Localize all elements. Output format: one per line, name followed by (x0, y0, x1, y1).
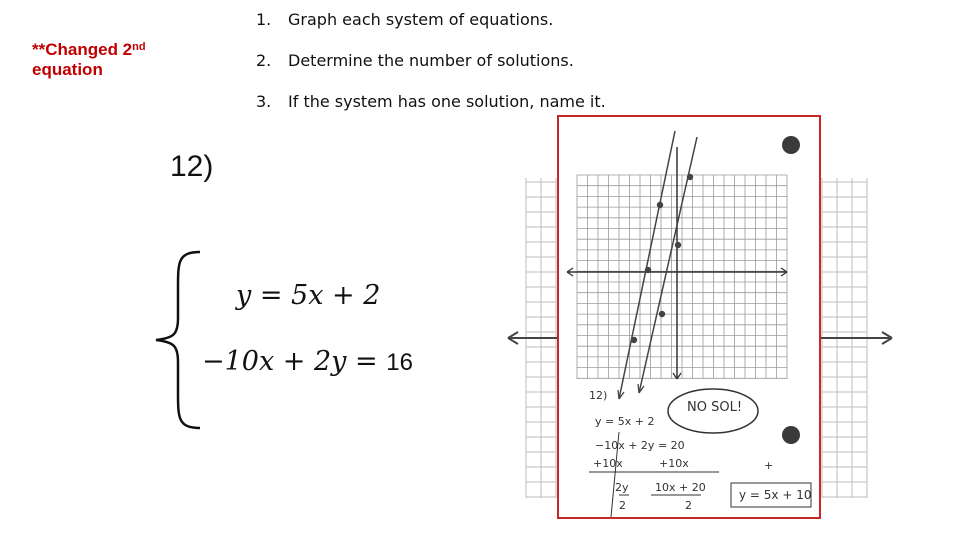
equation-1: y = 5x + 2 (236, 280, 381, 311)
worksheet-result: y = 5x + 10 (739, 488, 812, 502)
note-line2: equation (32, 60, 103, 79)
instruction-number: 2. (256, 51, 272, 70)
changed-equation-note (32, 40, 146, 80)
worksheet-div-lhs: 2y (615, 481, 629, 494)
binder-hole-top (782, 136, 800, 154)
instruction-number: 3. (256, 92, 272, 111)
worksheet-plus-mark: + (764, 459, 774, 472)
instructions-list (256, 10, 606, 133)
worksheet-add-right: +10x (659, 457, 689, 470)
instruction-item (256, 10, 606, 30)
worksheet-eq2: −10x + 2y = 20 (595, 439, 685, 452)
instruction-text: If the system has one solution, name it. (288, 92, 606, 111)
instruction-text: Determine the number of solutions. (288, 51, 574, 70)
worksheet-div-rhs: 10x + 20 (655, 481, 706, 494)
note-line1: **Changed 2 (32, 40, 133, 59)
instruction-item (256, 51, 606, 71)
equation-2-rhs: 16 (386, 349, 413, 376)
worksheet-div-den-left: 2 (619, 499, 626, 512)
instruction-text: Graph each system of equations. (288, 10, 554, 29)
system-brace-icon (150, 248, 210, 432)
worksheet-label: 12) (589, 389, 608, 402)
binder-hole-bottom (782, 426, 800, 444)
note-superscript: nd (132, 41, 146, 53)
worksheet-add-left: +10x (593, 457, 623, 470)
equation-2-lhs: −10x + 2y = (202, 346, 387, 377)
instruction-item (256, 92, 606, 112)
instruction-number: 1. (256, 10, 272, 29)
worksheet-div-den-right: 2 (685, 499, 692, 512)
worksheet-answer: NO SOL! (687, 400, 743, 415)
worksheet-image (557, 115, 821, 519)
worksheet-eq1: y = 5x + 2 (595, 415, 655, 428)
equation-2 (202, 346, 413, 377)
problem-number: 12) (170, 150, 214, 183)
